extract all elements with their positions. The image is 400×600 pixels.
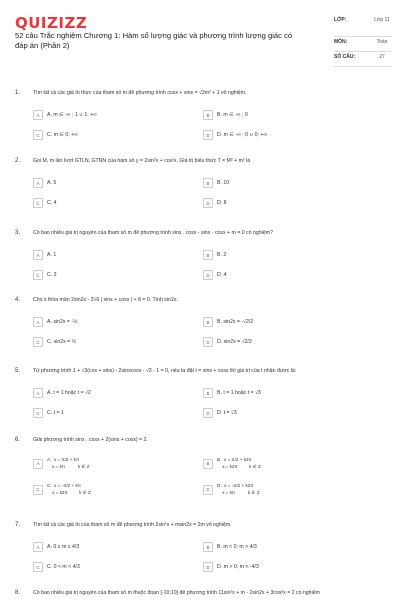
answer-option-c[interactable] [33,198,193,208]
question-stem: Cho x thỏa mãn 2sin2x - 3√6 | sinx + cosx | + 8 = 0. Tính sin2x. [33,297,178,303]
option-letter-box: B [203,542,213,552]
option-text: B. x = π/2 + k2π x = k2π k ∈ Z [217,457,261,469]
option-letter-box: A [33,250,43,260]
option-letter-box: D [203,562,213,572]
option-text: A. 0 ≤ m ≤ 4/3 [47,544,80,550]
answer-option-b[interactable] [203,178,363,188]
answer-option-c[interactable] [33,483,193,496]
option-letter-box: C [33,337,43,347]
question-stem: Giải phương trình sinx . cosx + 2(sinx + cosx) = 2. [33,437,148,443]
option-letter-box: D [203,198,213,208]
meta-panel [334,15,392,67]
answer-option-d[interactable] [203,408,363,418]
option-text: C. m ∈ 0; +∞ [47,132,78,138]
question-number: 2. [15,158,21,164]
question-stem: Có bao nhiêu giá trị nguyên của tham số m thuộc đoạn [-10;10] để phương trình 11sin²x + m - 2sin2x + 3cos²x = 2 có nghiệm [33,590,320,596]
answer-option-b[interactable] [203,388,363,398]
question-number: 8. [15,590,21,596]
option-text: B. m ∈ -∞ ; 0 [217,112,248,118]
meta-count [334,52,392,67]
answer-option-d[interactable] [203,483,363,496]
quizizz-logo: QUIZIZZ [15,14,88,32]
meta-key: LỚP: [334,17,347,23]
option-text: B. 10 [217,180,230,186]
option-text: D. m ∈ -∞ ; 0 ∪ 0; +∞ [217,132,268,138]
option-letter-box: D [203,485,213,495]
option-letter-box: D [203,408,213,418]
option-text: B. 2 [217,252,227,258]
meta-key: SỐ CÂU: [334,54,356,60]
option-letter-box: C [33,562,43,572]
answer-option-a[interactable] [33,457,193,470]
option-text: C. 4 [47,200,57,206]
answer-option-c[interactable] [33,270,193,280]
option-letter-box: C [33,130,43,140]
option-text: D. x = -π/2 + k2π x = kπ k ∈ Z [217,483,260,495]
answer-option-a[interactable] [33,250,193,260]
meta-class [334,15,392,37]
meta-value: 27 [379,54,385,60]
option-letter-box: B [203,317,213,327]
answer-option-a[interactable] [33,542,193,552]
answer-option-c[interactable] [33,408,193,418]
option-letter-box: B [203,178,213,188]
answer-option-d[interactable] [203,130,363,140]
answer-option-b[interactable] [203,250,363,260]
answer-option-b[interactable] [203,110,363,120]
question-stem: Tìm tất cả các giá trị của tham số m để phương trình 2sin²x + msin2x = 2m vô nghiệm. [33,522,232,528]
option-text: C. 3 [47,272,57,278]
question-stem: Gọi M, m lần lượt GTLN, GTNN của hàm số y = 2sin²x + cos²x. Giá trị biểu thức T = M² + m² là [33,158,251,164]
answer-option-a[interactable] [33,110,193,120]
answer-option-b[interactable] [203,542,363,552]
answer-option-b[interactable] [203,457,363,470]
question-number: 4. [15,297,21,303]
question-number: 3. [15,230,21,236]
option-text: A. sin2x = -½ [47,319,78,325]
option-letter-box: B [203,110,213,120]
meta-value: Toán [376,39,388,45]
option-text: B. t = 1 hoặc t = √3 [217,390,261,396]
meta-value: Lớp 11 [374,17,390,23]
answer-option-d[interactable] [203,562,363,572]
question-number: 1. [15,90,21,96]
option-letter-box: D [203,270,213,280]
option-letter-box: A [33,459,43,469]
option-text: A. 5 [47,180,57,186]
meta-key: MÔN: [334,39,348,45]
answer-option-d[interactable] [203,337,363,347]
option-text: D. 4 [217,272,227,278]
option-letter-box: C [33,198,43,208]
option-text: D. t = √3 [217,410,237,416]
option-letter-box: C [33,408,43,418]
option-letter-box: A [33,178,43,188]
option-text: B. sin2x = -√2/2 [217,319,254,325]
option-text: D. m > 0; m < -4/3 [217,564,259,570]
question-stem: Từ phương trình 1 + √3(cos + sinx) - 2sinxcosx - √3 - 1 = 0, nếu ta đặt t = sinx + cosx thì giá trị của t nhận được là: [33,368,297,374]
option-text: D. sin2x = √2/2 [217,339,252,345]
answer-option-c[interactable] [33,562,193,572]
option-text: A. m ∈ -∞ ; 1 ∪ 1; +∞ [47,112,97,118]
question-stem: Tìm tất cả các giá trị thực của tham số m để phương trình cosx + sinx = √2m² + 1 vô nghiệm. [33,90,247,96]
question-number: 5. [15,368,21,374]
option-text: A. 1 [47,252,57,258]
question-number: 6. [15,437,21,443]
option-text: B. m < 0; m > 4/3 [217,544,257,550]
answer-option-a[interactable] [33,388,193,398]
option-letter-box: A [33,317,43,327]
answer-option-d[interactable] [203,198,363,208]
answer-option-b[interactable] [203,317,363,327]
answer-option-c[interactable] [33,130,193,140]
answer-option-a[interactable] [33,317,193,327]
option-letter-box: C [33,485,43,495]
option-text: A. x = π/2 + kπ x = kπ k ∈ Z [47,457,90,469]
option-letter-box: D [203,130,213,140]
option-text: D. 8 [217,200,227,206]
option-letter-box: B [203,388,213,398]
option-letter-box: A [33,110,43,120]
question-number: 7. [15,522,21,528]
option-text: C. x = -π/2 + kπ x = k2π k ∈ Z [47,483,91,495]
option-text: C. 0 < m < 4/3 [47,564,80,570]
option-letter-box: B [203,250,213,260]
question-stem: Có bao nhiêu giá trị nguyên của tham số m để phương trình sinx . cosx - sinx - cosx + m = 0 có nghiệm? [33,230,273,236]
option-letter-box: C [33,270,43,280]
option-letter-box: A [33,542,43,552]
answer-option-a[interactable] [33,178,193,188]
option-letter-box: A [33,388,43,398]
meta-subject [334,37,392,52]
answer-option-c[interactable] [33,337,193,347]
option-text: A. t = 1 hoặc t = √2 [47,390,91,396]
answer-option-d[interactable] [203,270,363,280]
option-text: C. t = 1 [47,410,64,416]
document-title: 52 câu Trắc nghiệm Chương 1: Hàm số lượng giác và phương trình lượng giác có đáp án (Phần 2) [15,31,293,50]
option-letter-box: D [203,337,213,347]
option-letter-box: B [203,459,213,469]
option-text: C. sin2x = ½ [47,339,76,345]
